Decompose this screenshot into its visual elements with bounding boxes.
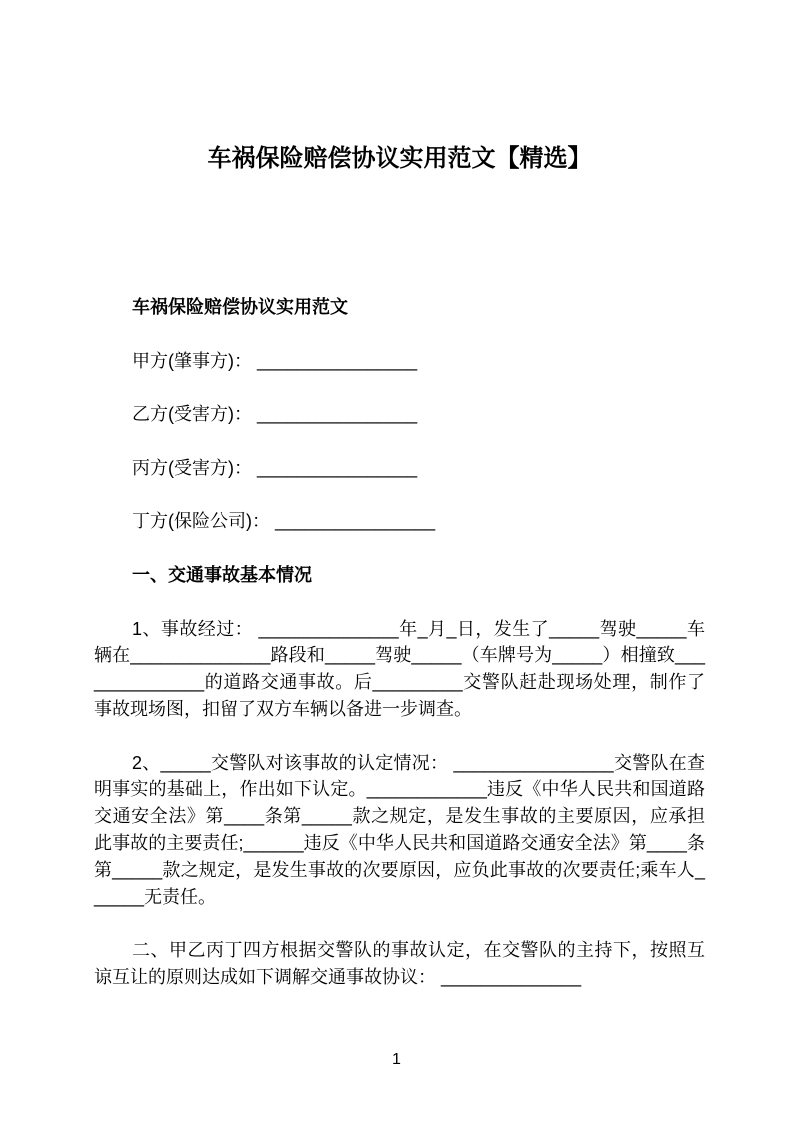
party-c-line: 丙方(受害方)： ________________ [132, 457, 418, 478]
document-content [94, 0, 705, 1018]
document-title: 车祸保险赔偿协议实用范文【精选】 [207, 145, 592, 172]
paragraph-mediation-agreement: 二、甲乙丙丁四方根据交警队的事故认定，在交警队的主持下，按照互谅互让的原则达成如下调解交通事故协议： ______________ [94, 940, 705, 987]
paragraph-accident-course: 1、事故经过： ______________年_月_日，发生了_____驾驶_____车辆在______________路段和_____驾驶_____（车牌号为_____）相撞致______________的道路交通事故。后_________交警队赶赴现场处理，制作了事故现场图，扣留了双方车辆以备进一步调查。 [94, 618, 705, 719]
page-number: 1 [392, 1051, 401, 1068]
intro-heading: 车祸保险赔偿协议实用范文 [132, 297, 348, 317]
party-b-line: 乙方(受害方)： ________________ [132, 404, 418, 425]
section-one-heading: 一、交通事故基本情况 [132, 564, 312, 585]
party-a-line: 甲方(肇事方)： ________________ [132, 350, 418, 371]
party-d-line: 丁方(保险公司)： ________________ [132, 511, 436, 532]
paragraph-fault-determination: 2、_____交警队对该事故的认定情况： ________________交警队在查明事实的基础上，作出如下认定。____________违反《中华人民共和国道路交通安全法》第____条第_____款之规定，是发生事故的主要原因，应承担此事故的主要责任;______违反《中华人民共和国道路交通安全法》第____条第_____款之规定，是发生事故的次要原因，应负此事故的次要责任;乘车人______无责任。 [94, 752, 705, 907]
